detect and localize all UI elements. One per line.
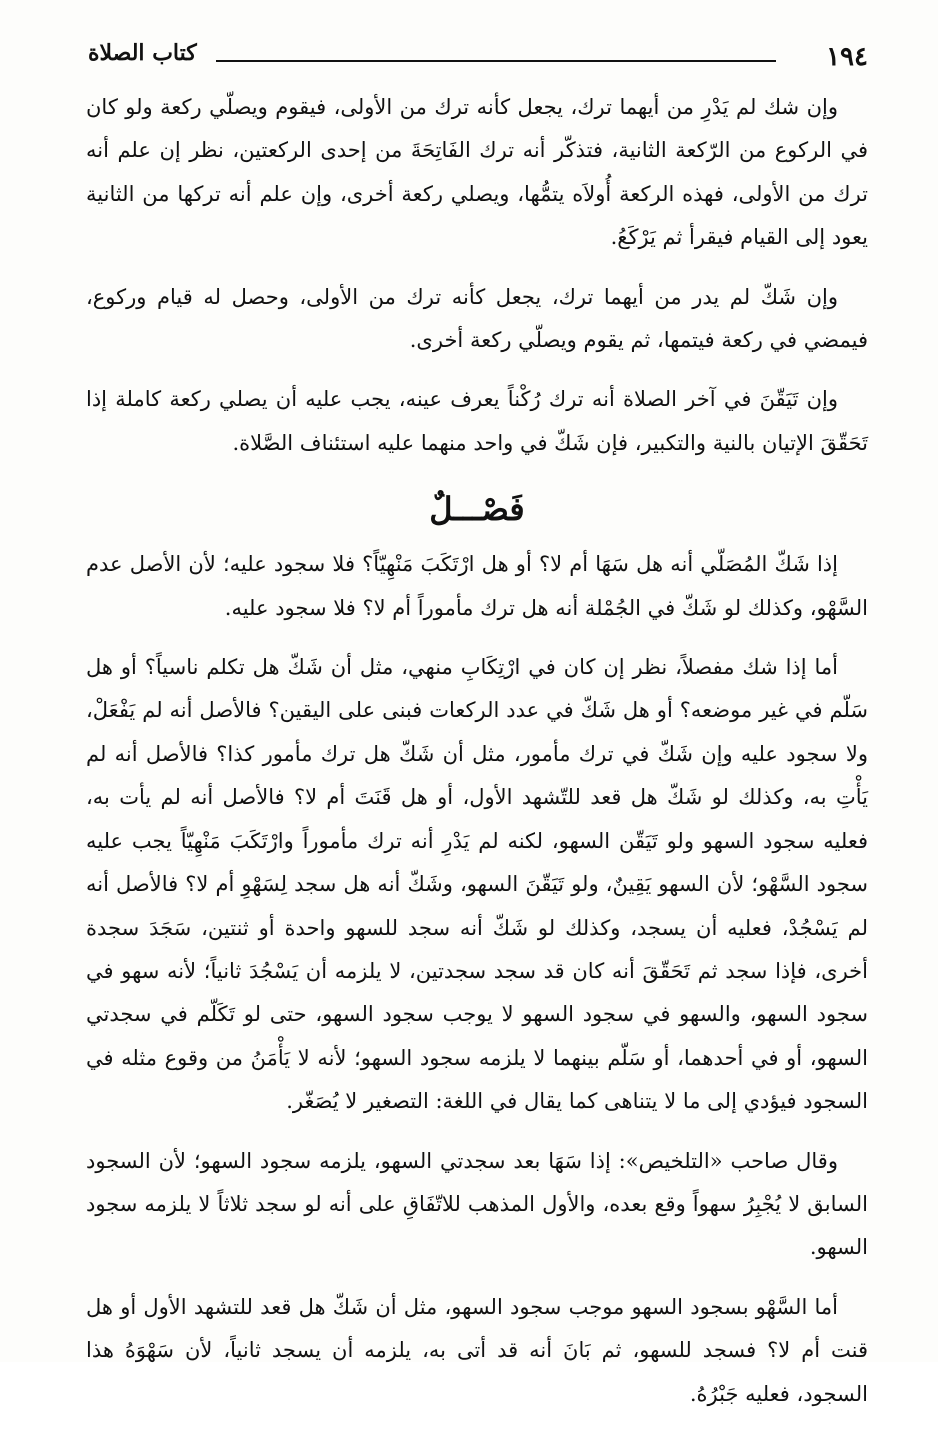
header-rule [216, 60, 776, 62]
paragraph: وإن شك لم يَدْرِ من أيهما ترك، يجعل كأنه ترك من الأولى، فيقوم ويصلّي ركعة ولو كان في الركوع من الرّكعة الثانية، فتذكّر أنه ترك الفَاتِحَةَ من إحدى الركعتين، نظر إن علم أنه ترك من الأولى، فهذه الركعة أُولاَه يتمُّها، ويصلي ركعة أخرى، وإن علم أنه تركها من الثانية يعود إلى القيام فيقرأ ثم يَرْكَعُ. [86, 95, 868, 250]
paragraph: وإن تَيَقّنَ في آخر الصلاة أنه ترك رُكْناً يعرف عينه، يجب عليه أن يصلي ركعة كاملة إذا تَحَقّقَ الإتيان بالنية والتكبير، فإن شَكّ في واحد منهما عليه استئناف الصَّلاة. [86, 387, 868, 455]
section-heading: فَصْـــلٌ [429, 490, 525, 529]
paragraph: إذا شَكّ المُصَلّي أنه هل سَهَا أم لا؟ أو هل ارْتَكَبَ مَنْهِيّاً؟ فلا سجود عليه؛ لأن الأصل عدم السَّهْو، وكذلك لو شَكّ في الجُمْلة أنه هل ترك مأموراً أم لا؟ فلا سجود عليه. [86, 552, 868, 620]
paragraph: وقال صاحب «التلخيص»: إذا سَهَا بعد سجدتي السهو، يلزمه سجود السهو؛ لأن السجود السابق لا يُجْبِرُ سهواً وقع بعده، والأول المذهب للاتّفَاقِ على أنه لو سجد ثلاثاً لا يلزمه سجود السهو. [86, 1148, 868, 1260]
paragraph: وإن شَكّ لم يدر من أيهما ترك، يجعل كأنه ترك من الأولى، وحصل له قيام وركوع، فيمضي في ركعة فيتمها، ثم يقوم ويصلّي ركعة أخرى. [86, 284, 868, 353]
running-title: كتاب الصلاة [88, 40, 197, 66]
page-number: ١٩٤ [826, 42, 868, 72]
page-header [88, 40, 868, 74]
paragraph: أما إذا شك مفصلاً، نظر إن كان في ارْتِكَابِ منهي، مثل أن شَكّ هل تكلم ناسياً؟ أو هل سَلّم في غير موضعه؟ أو هل شَكّ في عدد الركعات فبنى على اليقين؟ فالأصل أنه لم يَفْعَلْ، ولا سجود عليه وإن شَكّ في ترك مأمور، مثل أن شَكّ هل ترك مأمور كذا؟ فالأصل أنه لم يَأْتِ به، وكذلك لو شَكّ هل قعد للتّشهد الأول، أو هل قَنَتَ أم لا؟ فالأصل أنه لم يأت به، فعليه سجود السهو ولو تَيَقّن السهو، لكنه لم يَدْرِ أنه ترك مأموراً وارْتَكَبَ مَنْهِيّاً يجب عليه سجود السَّهْو؛ لأن السهو يَقِينٌ، ولو تَيَقّنَ السهو، وشَكّ أنه هل سجد لِسَهْوِ أم لا؟ فالأصل أنه لم يَسْجُدْ، فعليه أن يسجد، وكذلك لو شَكّ أنه سجد للسهو واحدة أو ثنتين، سَجَدَ سجدة أخرى، فإذا سجد ثم تَحَقّقَ أنه كان قد سجد سجدتين، لا يلزمه أن يَسْجُدَ ثانياً؛ لأنه سهو في سجود السهو، والسهو في سجود السهو لا يوجب سجود السهو، حتى لو تَكَلّم في سجدتي السهو، أو في أحدهما، أو سَلّم بينهما لا يلزمه سجود السهو؛ لأنه لا يَأْمَنُ من وقوع مثله في السجود فيؤدي إلى ما لا يتناهى كما يقال في اللغة: التصغير لا يُصَغّر. [86, 655, 868, 1114]
main-text [86, 86, 868, 1432]
paragraph: أما السَّهْو بسجود السهو موجب سجود السهو، مثل أن شَكّ هل قعد للتشهد الأول أو هل قنت أم لا؟ فسجد للسهو، ثم بَانَ أنه قد أتى به، يلزمه أن يسجد ثانياً، لأن سَهْوَهُ هذا السجود، فعليه جَبْرُهُ. [86, 1294, 868, 1406]
